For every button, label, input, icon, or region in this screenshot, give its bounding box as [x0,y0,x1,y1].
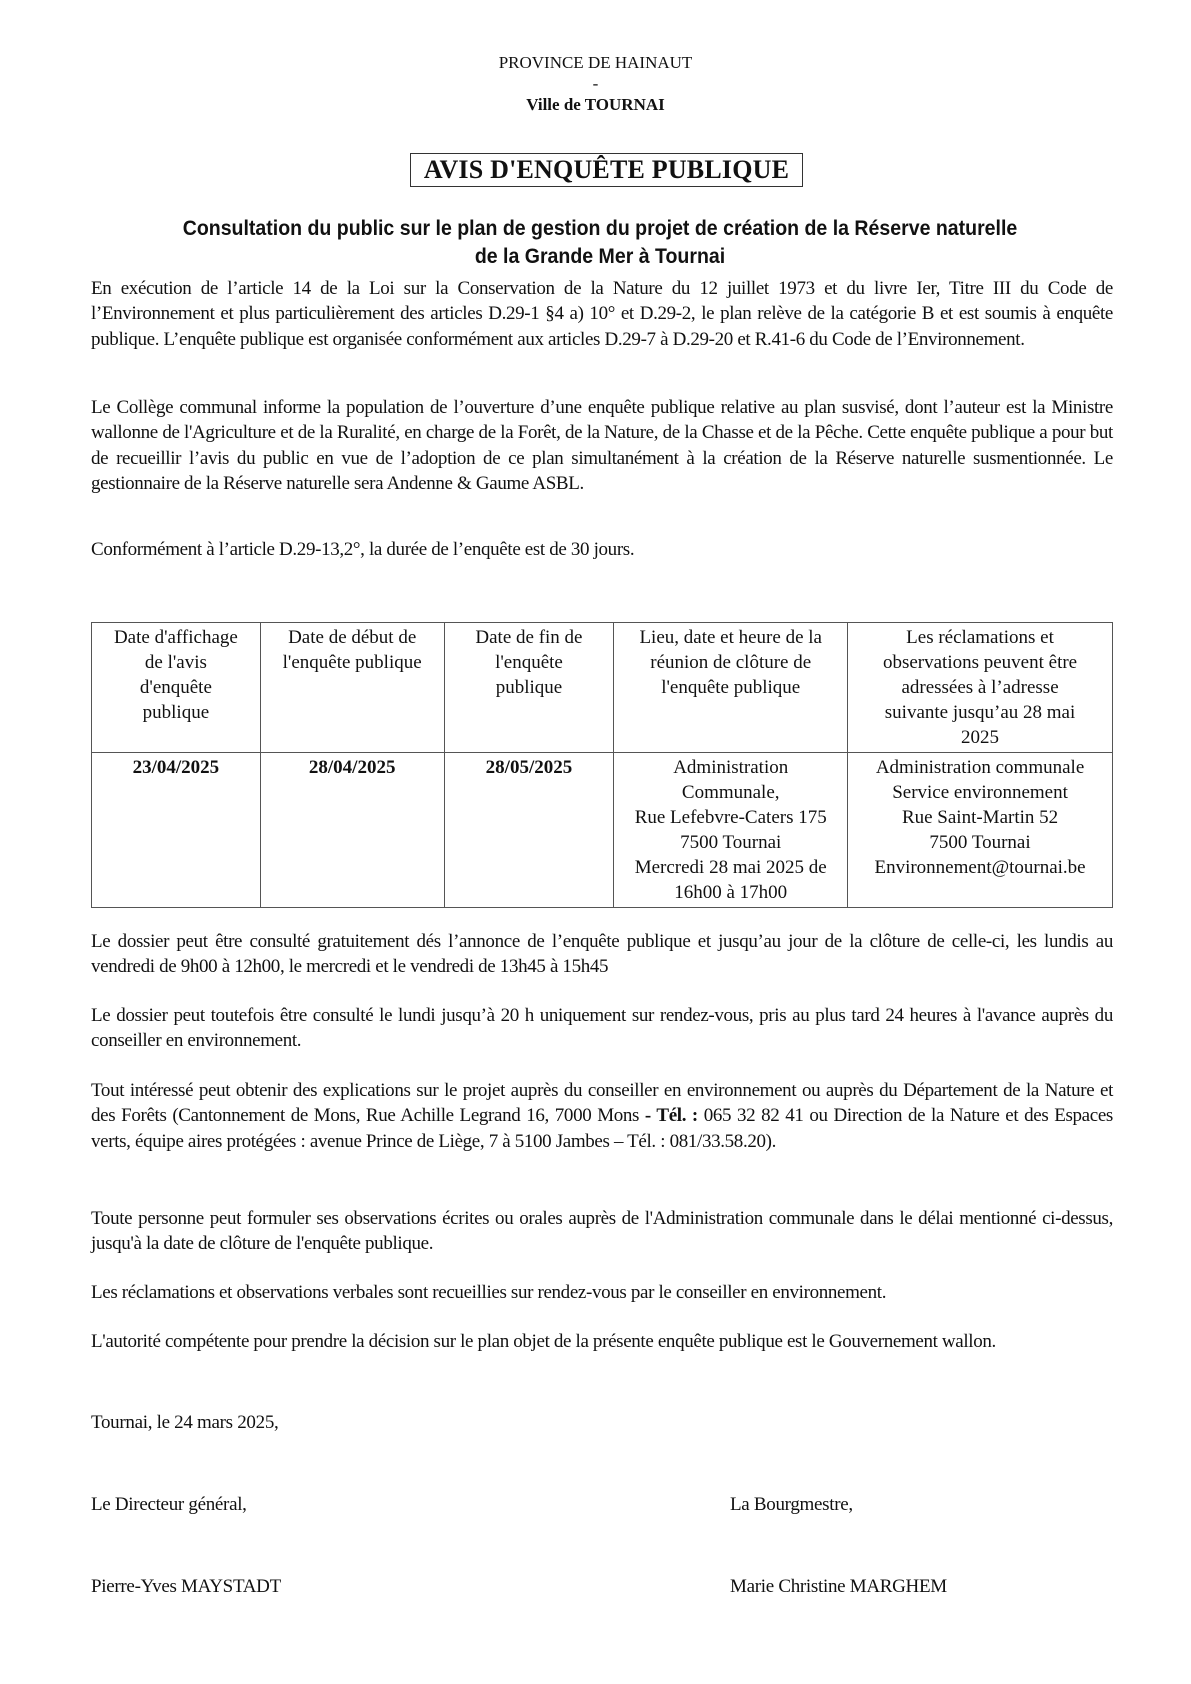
table-row [92,753,1113,908]
header-separator: - [592,74,599,93]
place-date: Tournai, le 24 mars 2025, [91,1412,279,1433]
paragraph-legal-basis: En exécution de l’article 14 de la Loi sur la Conservation de la Nature du 12 juillet 1973 et du livre Ier, Titre III du Code de l’Environnement et plus particulièrement des articles D.29-1 §4 a) 10° et D.29-2, le plan relève de la catégorie B et est soumis à enquête publique. L’enquête publique est organisée conformément aux articles D.29-7 à D.29-20 et R.41-6 du Code de l’Environnement. [91,278,1113,350]
notice-subtitle [116,215,1083,271]
email-address: Environnement@tournai.be [874,857,1086,878]
cell-address: Administration communale Service environnement Rue Saint-Martin 52 7500 Tournai Environnement@tournai.be [848,753,1113,908]
header-start-date: Date de début de l'enquête publique [260,623,444,753]
notice-title: AVIS D'ENQUÊTE PUBLIQUE [410,153,803,187]
signatory-left-title: Le Directeur général, [91,1494,247,1515]
paragraph-authority: L'autorité compétente pour prendre la décision sur le plan objet de la présente enquête publique est le Gouvernement wallon. [91,1331,996,1352]
signatory-right-name: Marie Christine MARGHEM [730,1576,947,1597]
inquiry-dates-table [91,622,1113,908]
paragraph-appointment: Le dossier peut toutefois être consulté le lundi jusqu’à 20 h uniquement sur rendez-vous, pris au plus tard 24 heures à l'avance auprès du conseiller en environnement. [91,1005,1113,1052]
cell-posting-date: 23/04/2025 [92,753,261,908]
cell-end-date: 28/05/2025 [444,753,614,908]
paragraph-observations: Toute personne peut formuler ses observations écrites ou orales auprès de l'Administration communale dans le délai mentionné ci-dessus, jusqu'à la date de clôture de l'enquête publique. [91,1208,1113,1255]
signatory-left-name: Pierre-Yves MAYSTADT [91,1576,281,1597]
header-end-date: Date de fin de l'enquête publique [444,623,614,753]
city-header: Ville de TOURNAI [526,95,665,114]
signatory-right-title: La Bourgmestre, [730,1494,853,1515]
subtitle-line-1: Consultation du public sur le plan de gestion du projet de création de la Réserve naturelle [182,217,1018,240]
table-header-row [92,623,1113,753]
header-closing-meeting: Lieu, date et heure de la réunion de clôture de l'enquête publique [614,623,848,753]
header-address: Les réclamations et observations peuvent être adressées à l’adresse suivante jusqu’au 28 mai 2025 [848,623,1113,753]
paragraph-consultation-hours: Le dossier peut être consulté gratuitement dés l’annonce de l’enquête publique et jusqu’au jour de la clôture de celle-ci, les lundis au vendredi de 9h00 à 12h00, le mercredi et le vendredi de 13h45 à 15h45 [91,931,1113,978]
province-header: PROVINCE DE HAINAUT [498,53,693,72]
paragraph-college-info: Le Collège communal informe la population de l’ouverture d’une enquête publique relative au plan susvisé, dont l’auteur est la Ministre wallonne de l'Agriculture et de la Ruralité, en charge de la Forêt, de la Nature, de la Chasse et de la Pêche. Cette enquête publique a pour but de recueillir l’avis du public en vue de l’adoption de ce plan simultanément à la création de la Réserve naturelle susmentionnée. Le gestionnaire de la Réserve naturelle sera Andenne & Gaume ASBL. [91,397,1113,494]
paragraph-verbal-claims: Les réclamations et observations verbales sont recueillies sur rendez-vous par le conseiller en environnement. [91,1282,887,1303]
cell-closing-meeting: Administration Communale, Rue Lefebvre-Caters 175 7500 Tournai Mercredi 28 mai 2025 de 16h00 à 17h00 [614,753,848,908]
paragraph-duration: Conformément à l’article D.29-13,2°, la durée de l’enquête est de 30 jours. [91,539,635,560]
paragraph-explanations: Tout intéressé peut obtenir des explications sur le projet auprès du conseiller en environnement ou auprès du Département de la Nature et des Forêts (Cantonnement de Mons, Rue Achille Legrand 16, 7000 Mons - Tél. : 065 32 82 41 ou Direction de la Nature et des Espaces verts, équipe aires protégées : avenue Prince de Liège, 7 à 5100 Jambes – Tél. : 081/33.58.20). [91,1080,1113,1152]
subtitle-line-2: de la Grande Mer à Tournai [474,245,726,268]
cell-start-date: 28/04/2025 [260,753,444,908]
header-posting-date: Date d'affichage de l'avis d'enquête publique [92,623,261,753]
